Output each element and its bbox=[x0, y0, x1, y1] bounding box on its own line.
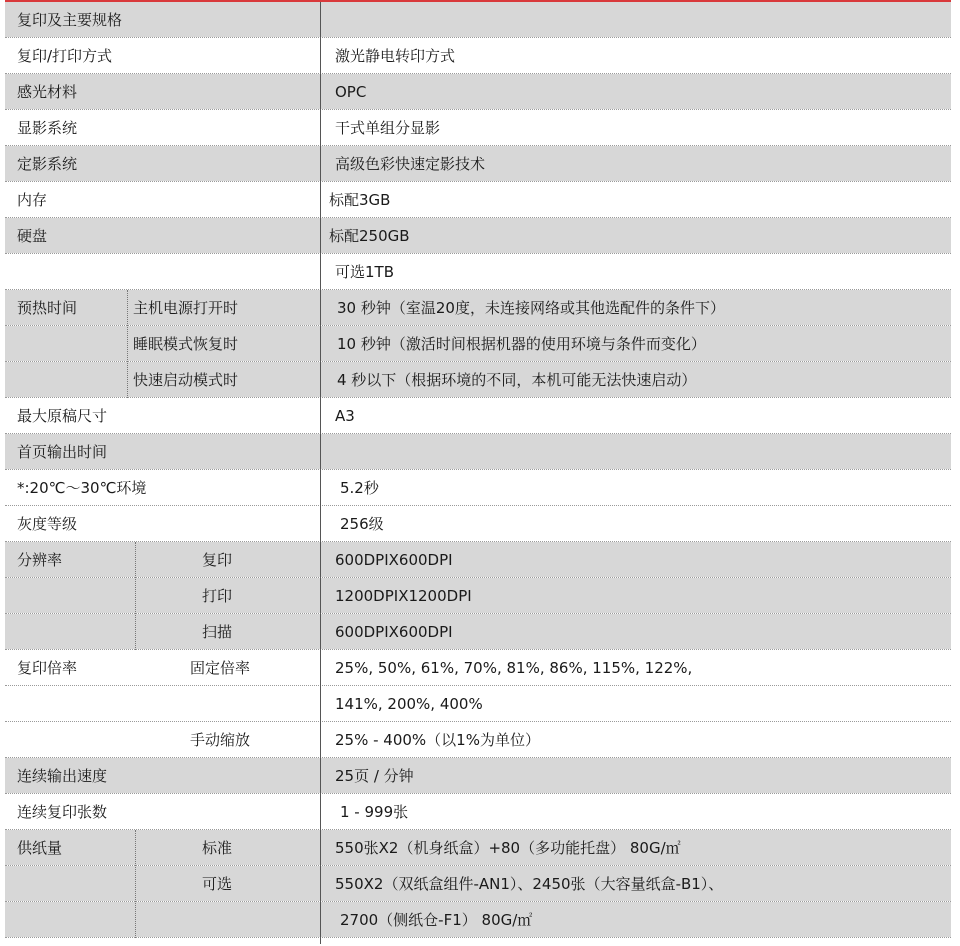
row-value-cell bbox=[321, 506, 951, 541]
spec-label: 预热时间 bbox=[17, 299, 78, 317]
spec-value: 550张X2（机身纸盒）+80（多功能托盘） 80G/㎡ bbox=[335, 839, 681, 857]
row-value-cell bbox=[321, 2, 951, 37]
spec-row bbox=[5, 254, 951, 290]
spec-value: 干式单组分显影 bbox=[335, 119, 441, 137]
row-label-cell bbox=[5, 722, 320, 757]
spec-value: 标配3GB bbox=[329, 191, 391, 209]
spec-sub-label: 可选 bbox=[202, 875, 233, 893]
spec-value: OPC bbox=[335, 83, 367, 101]
row-value-cell bbox=[321, 74, 951, 109]
spec-label: 连续复印张数 bbox=[17, 803, 108, 821]
spec-label: 复印及主要规格 bbox=[17, 11, 123, 29]
row-label-cell bbox=[5, 902, 320, 937]
spec-value: 可选1TB bbox=[335, 263, 394, 281]
spec-row bbox=[5, 326, 951, 362]
spec-value: 标配250GB bbox=[329, 227, 410, 245]
spec-row bbox=[5, 2, 951, 38]
row-label-cell bbox=[5, 218, 320, 253]
row-value-cell bbox=[321, 434, 951, 469]
row-value-cell bbox=[321, 218, 951, 253]
row-value-cell bbox=[321, 398, 951, 433]
spec-row bbox=[5, 578, 951, 614]
sub-column-divider bbox=[127, 290, 128, 398]
spec-row bbox=[5, 506, 951, 542]
spec-value: 5.2秒 bbox=[340, 479, 379, 497]
spec-label: *:20℃～30℃环境 bbox=[17, 479, 147, 497]
spec-value: 25页 / 分钟 bbox=[335, 767, 414, 785]
spec-row bbox=[5, 686, 951, 722]
spec-sub-label: 手动缩放 bbox=[190, 731, 251, 749]
spec-value: 25% - 400%（以1%为单位） bbox=[335, 731, 540, 749]
spec-label: 复印/打印方式 bbox=[17, 47, 113, 65]
spec-label: 内存 bbox=[17, 191, 48, 209]
spec-label: 定影系统 bbox=[17, 155, 78, 173]
spec-label: 连续输出速度 bbox=[17, 767, 108, 785]
spec-row bbox=[5, 902, 951, 938]
spec-value: 550X2（双纸盒组件-AN1）、2450张（大容量纸盒-B1）、 bbox=[335, 875, 724, 893]
row-value-cell bbox=[321, 182, 951, 217]
row-value-cell bbox=[321, 794, 951, 829]
spec-sub-label: 主机电源打开时 bbox=[133, 299, 239, 317]
spec-label: 供纸量 bbox=[17, 839, 63, 857]
spec-row bbox=[5, 182, 951, 218]
spec-sub-label: 睡眠模式恢复时 bbox=[133, 335, 239, 353]
spec-sub-label: 打印 bbox=[202, 587, 233, 605]
spec-label: 显影系统 bbox=[17, 119, 78, 137]
spec-row bbox=[5, 290, 951, 326]
sub-column-divider bbox=[135, 830, 136, 938]
spec-value: 4 秒以下（根据环境的不同，本机可能无法快速启动） bbox=[337, 371, 697, 389]
row-label-cell bbox=[5, 578, 320, 613]
row-value-cell bbox=[321, 758, 951, 793]
spec-sub-label: 扫描 bbox=[202, 623, 233, 641]
spec-value: A3 bbox=[335, 407, 355, 425]
spec-value: 600DPIX600DPI bbox=[335, 623, 453, 641]
spec-label: 感光材料 bbox=[17, 83, 78, 101]
spec-sub-label: 标准 bbox=[202, 839, 233, 857]
spec-value: 141%, 200%, 400% bbox=[335, 695, 483, 713]
spec-sub-label: 快速启动模式时 bbox=[133, 371, 239, 389]
spec-row bbox=[5, 614, 951, 650]
spec-sub-label: 固定倍率 bbox=[190, 659, 251, 677]
spec-row bbox=[5, 722, 951, 758]
spec-value: 激光静电转印方式 bbox=[335, 47, 456, 65]
spec-row bbox=[5, 830, 951, 866]
spec-value: 25%, 50%, 61%, 70%, 81%, 86%, 115%, 122%, bbox=[335, 659, 693, 677]
spec-value: 600DPIX600DPI bbox=[335, 551, 453, 569]
column-divider bbox=[320, 2, 321, 944]
spec-row bbox=[5, 758, 951, 794]
row-label-cell bbox=[5, 866, 320, 901]
spec-label: 分辨率 bbox=[17, 551, 63, 569]
row-label-cell bbox=[5, 254, 320, 289]
spec-sub-label: 复印 bbox=[202, 551, 233, 569]
spec-label: 最大原稿尺寸 bbox=[17, 407, 108, 425]
spec-label: 首页输出时间 bbox=[17, 443, 108, 461]
spec-label: 灰度等级 bbox=[17, 515, 78, 533]
spec-label: 硬盘 bbox=[17, 227, 48, 245]
spec-value: 2700（侧纸仓-F1） 80G/㎡ bbox=[340, 911, 533, 929]
spec-value: 1200DPIX1200DPI bbox=[335, 587, 472, 605]
spec-row bbox=[5, 434, 951, 470]
row-value-cell bbox=[321, 470, 951, 505]
spec-value: 30 秒钟（室温20度，未连接网络或其他选配件的条件下） bbox=[337, 299, 725, 317]
row-label-cell bbox=[5, 614, 320, 649]
spec-row bbox=[5, 542, 951, 578]
spec-row bbox=[5, 650, 951, 686]
spec-row bbox=[5, 38, 951, 74]
spec-row bbox=[5, 74, 951, 110]
spec-row bbox=[5, 794, 951, 830]
spec-row bbox=[5, 362, 951, 398]
spec-row bbox=[5, 146, 951, 182]
spec-row bbox=[5, 218, 951, 254]
spec-label: 复印倍率 bbox=[17, 659, 78, 677]
row-label-cell bbox=[5, 182, 320, 217]
spec-row bbox=[5, 470, 951, 506]
spec-value: 高级色彩快速定影技术 bbox=[335, 155, 486, 173]
sub-column-divider bbox=[135, 542, 136, 650]
spec-value: 1 - 999张 bbox=[340, 803, 409, 821]
row-label-cell bbox=[5, 686, 320, 721]
spec-row bbox=[5, 866, 951, 902]
spec-row bbox=[5, 398, 951, 434]
spec-row bbox=[5, 110, 951, 146]
row-value-cell bbox=[321, 254, 951, 289]
spec-value: 10 秒钟（激活时间根据机器的使用环境与条件而变化） bbox=[337, 335, 706, 353]
spec-value: 256级 bbox=[340, 515, 384, 533]
